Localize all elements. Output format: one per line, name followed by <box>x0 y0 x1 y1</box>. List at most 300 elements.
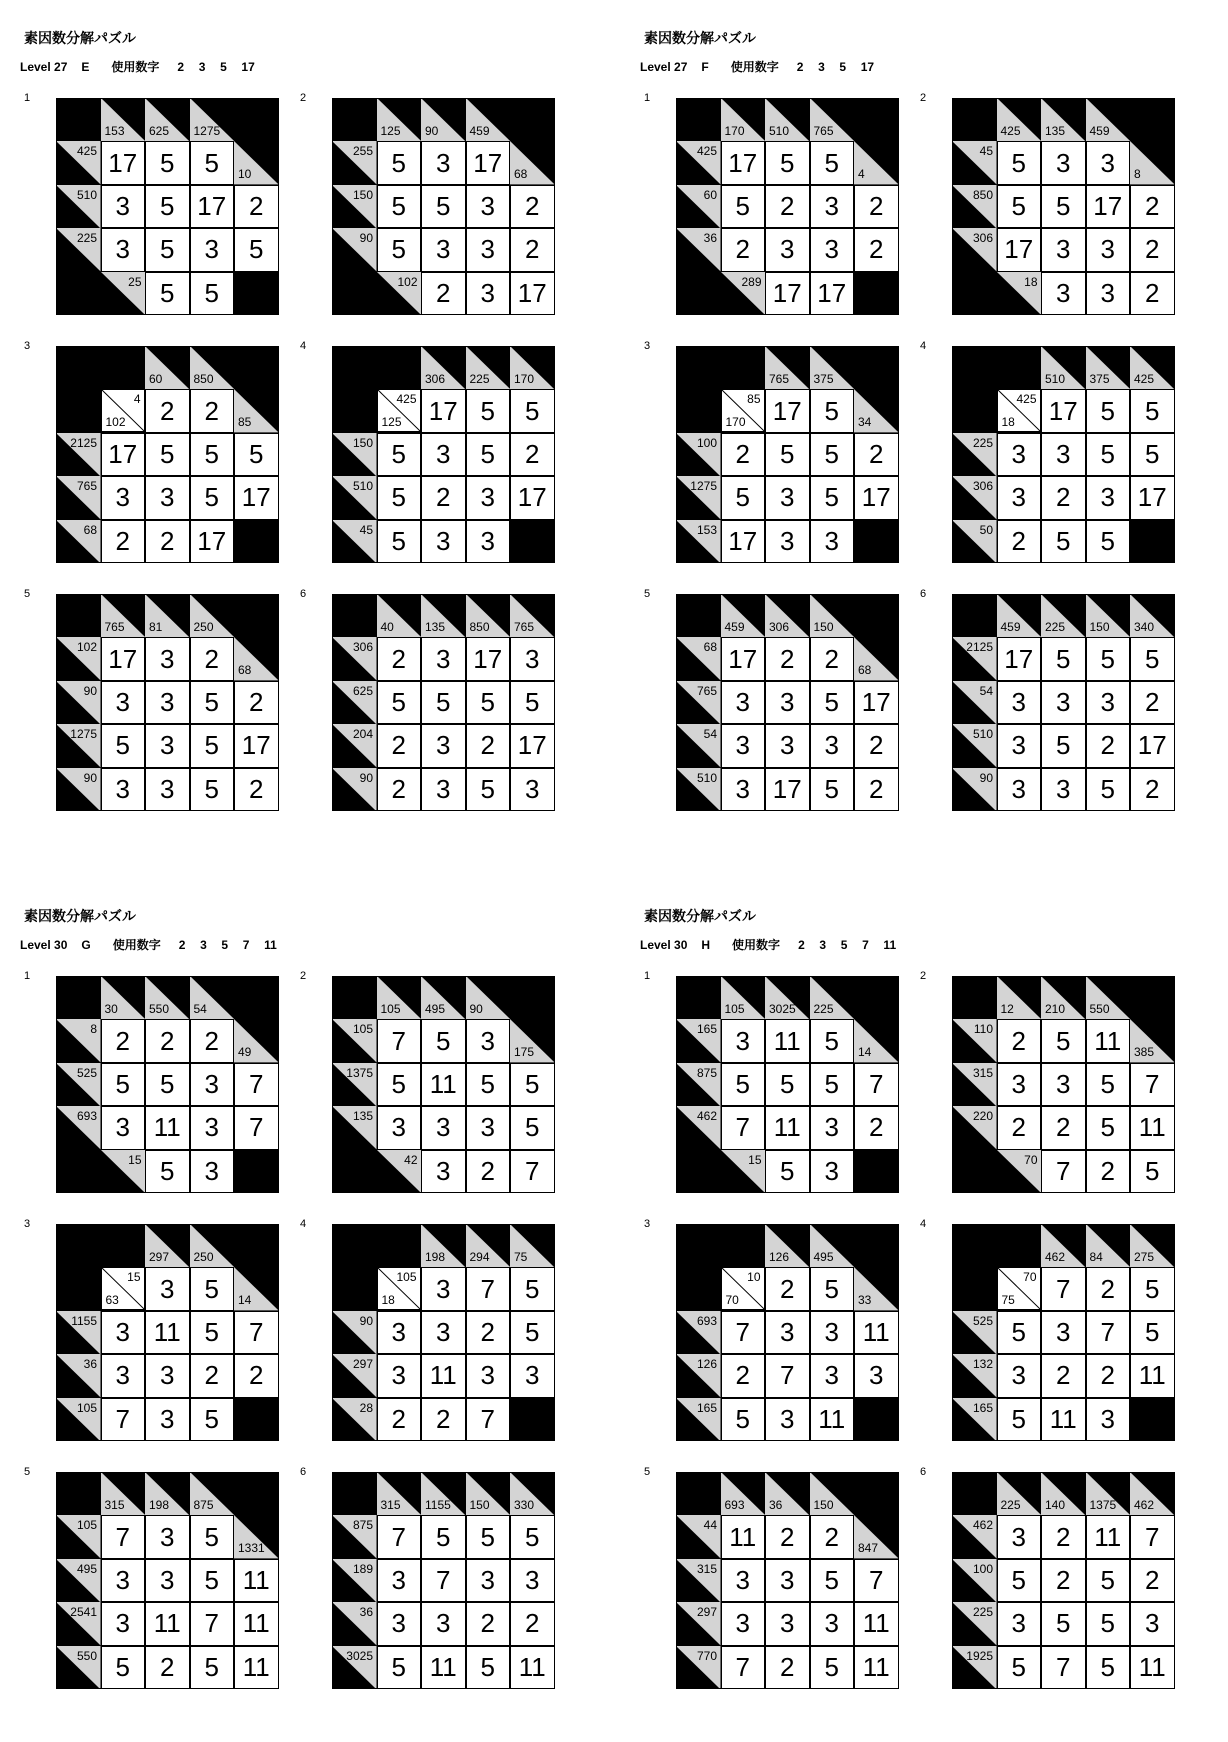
answer-cell[interactable] <box>145 1398 190 1441</box>
answer-cell[interactable] <box>510 724 555 767</box>
answer-cell[interactable] <box>510 1602 555 1645</box>
answer-cell[interactable] <box>145 520 190 563</box>
answer-cell[interactable] <box>997 1515 1042 1558</box>
answer-cell[interactable] <box>1130 1311 1175 1354</box>
answer-cell[interactable] <box>721 1602 766 1645</box>
answer-cell[interactable] <box>421 1019 466 1062</box>
answer-cell[interactable] <box>1130 1063 1175 1106</box>
answer-cell[interactable] <box>190 272 235 315</box>
answer-cell[interactable] <box>854 1354 899 1397</box>
answer-cell[interactable] <box>765 1150 810 1193</box>
answer-cell[interactable] <box>721 1311 766 1354</box>
answer-cell[interactable] <box>190 1602 235 1645</box>
answer-cell[interactable] <box>810 681 855 724</box>
answer-cell[interactable] <box>1041 1602 1086 1645</box>
answer-cell[interactable] <box>190 1267 235 1310</box>
answer-cell[interactable] <box>190 185 235 228</box>
answer-cell[interactable] <box>1086 433 1131 476</box>
answer-cell[interactable] <box>810 1602 855 1645</box>
answer-cell[interactable] <box>510 768 555 811</box>
answer-cell[interactable] <box>421 1646 466 1689</box>
answer-cell[interactable] <box>997 768 1042 811</box>
answer-cell[interactable] <box>421 141 466 184</box>
answer-cell[interactable] <box>810 1559 855 1602</box>
answer-cell[interactable] <box>421 1267 466 1310</box>
answer-cell[interactable] <box>101 1515 146 1558</box>
answer-cell[interactable] <box>1086 1063 1131 1106</box>
answer-cell[interactable] <box>721 1063 766 1106</box>
answer-cell[interactable] <box>1041 228 1086 271</box>
answer-cell[interactable] <box>466 1106 511 1149</box>
answer-cell[interactable] <box>721 185 766 228</box>
answer-cell[interactable] <box>1086 272 1131 315</box>
answer-cell[interactable] <box>1041 185 1086 228</box>
answer-cell[interactable] <box>997 228 1042 271</box>
answer-cell[interactable] <box>145 476 190 519</box>
answer-cell[interactable] <box>765 1354 810 1397</box>
answer-cell[interactable] <box>466 1646 511 1689</box>
answer-cell[interactable] <box>421 1311 466 1354</box>
answer-cell[interactable] <box>1086 637 1131 680</box>
answer-cell[interactable] <box>997 1063 1042 1106</box>
answer-cell[interactable] <box>377 141 422 184</box>
answer-cell[interactable] <box>101 1019 146 1062</box>
answer-cell[interactable] <box>1086 141 1131 184</box>
answer-cell[interactable] <box>1130 185 1175 228</box>
answer-cell[interactable] <box>377 1398 422 1441</box>
answer-cell[interactable] <box>721 724 766 767</box>
answer-cell[interactable] <box>421 389 466 432</box>
answer-cell[interactable] <box>421 724 466 767</box>
answer-cell[interactable] <box>466 185 511 228</box>
answer-cell[interactable] <box>1130 228 1175 271</box>
answer-cell[interactable] <box>765 141 810 184</box>
answer-cell[interactable] <box>421 637 466 680</box>
answer-cell[interactable] <box>101 768 146 811</box>
answer-cell[interactable] <box>510 1646 555 1689</box>
answer-cell[interactable] <box>421 185 466 228</box>
answer-cell[interactable] <box>510 476 555 519</box>
answer-cell[interactable] <box>510 1515 555 1558</box>
answer-cell[interactable] <box>1041 1106 1086 1149</box>
answer-cell[interactable] <box>721 1398 766 1441</box>
answer-cell[interactable] <box>145 185 190 228</box>
answer-cell[interactable] <box>721 1019 766 1062</box>
answer-cell[interactable] <box>466 476 511 519</box>
answer-cell[interactable] <box>810 476 855 519</box>
answer-cell[interactable] <box>377 637 422 680</box>
answer-cell[interactable] <box>101 1106 146 1149</box>
answer-cell[interactable] <box>1041 1398 1086 1441</box>
answer-cell[interactable] <box>1130 1559 1175 1602</box>
answer-cell[interactable] <box>721 228 766 271</box>
answer-cell[interactable] <box>190 1063 235 1106</box>
answer-cell[interactable] <box>1086 1646 1131 1689</box>
answer-cell[interactable] <box>765 1311 810 1354</box>
answer-cell[interactable] <box>810 768 855 811</box>
answer-cell[interactable] <box>1130 272 1175 315</box>
answer-cell[interactable] <box>466 681 511 724</box>
answer-cell[interactable] <box>101 1559 146 1602</box>
answer-cell[interactable] <box>810 1354 855 1397</box>
answer-cell[interactable] <box>854 724 899 767</box>
answer-cell[interactable] <box>997 1646 1042 1689</box>
answer-cell[interactable] <box>854 228 899 271</box>
answer-cell[interactable] <box>810 1019 855 1062</box>
answer-cell[interactable] <box>1130 1354 1175 1397</box>
answer-cell[interactable] <box>854 1646 899 1689</box>
answer-cell[interactable] <box>377 681 422 724</box>
answer-cell[interactable] <box>810 724 855 767</box>
answer-cell[interactable] <box>721 1106 766 1149</box>
answer-cell[interactable] <box>377 1602 422 1645</box>
answer-cell[interactable] <box>854 433 899 476</box>
answer-cell[interactable] <box>765 228 810 271</box>
answer-cell[interactable] <box>234 433 279 476</box>
answer-cell[interactable] <box>377 1354 422 1397</box>
answer-cell[interactable] <box>145 1311 190 1354</box>
answer-cell[interactable] <box>145 141 190 184</box>
answer-cell[interactable] <box>510 1106 555 1149</box>
answer-cell[interactable] <box>510 185 555 228</box>
answer-cell[interactable] <box>101 681 146 724</box>
answer-cell[interactable] <box>854 1311 899 1354</box>
answer-cell[interactable] <box>421 1559 466 1602</box>
answer-cell[interactable] <box>377 1063 422 1106</box>
answer-cell[interactable] <box>510 1150 555 1193</box>
answer-cell[interactable] <box>421 520 466 563</box>
answer-cell[interactable] <box>997 1354 1042 1397</box>
answer-cell[interactable] <box>190 637 235 680</box>
answer-cell[interactable] <box>145 681 190 724</box>
answer-cell[interactable] <box>765 520 810 563</box>
answer-cell[interactable] <box>1086 1515 1131 1558</box>
answer-cell[interactable] <box>1130 433 1175 476</box>
answer-cell[interactable] <box>145 1515 190 1558</box>
answer-cell[interactable] <box>1041 1063 1086 1106</box>
answer-cell[interactable] <box>421 681 466 724</box>
answer-cell[interactable] <box>810 389 855 432</box>
answer-cell[interactable] <box>510 389 555 432</box>
answer-cell[interactable] <box>1041 433 1086 476</box>
answer-cell[interactable] <box>765 185 810 228</box>
answer-cell[interactable] <box>1086 681 1131 724</box>
answer-cell[interactable] <box>145 389 190 432</box>
answer-cell[interactable] <box>234 681 279 724</box>
answer-cell[interactable] <box>1041 724 1086 767</box>
answer-cell[interactable] <box>810 1398 855 1441</box>
answer-cell[interactable] <box>421 1602 466 1645</box>
answer-cell[interactable] <box>721 1559 766 1602</box>
answer-cell[interactable] <box>466 1515 511 1558</box>
answer-cell[interactable] <box>190 1354 235 1397</box>
answer-cell[interactable] <box>997 433 1042 476</box>
answer-cell[interactable] <box>997 185 1042 228</box>
answer-cell[interactable] <box>145 1063 190 1106</box>
answer-cell[interactable] <box>145 1267 190 1310</box>
answer-cell[interactable] <box>1130 1646 1175 1689</box>
answer-cell[interactable] <box>145 1646 190 1689</box>
answer-cell[interactable] <box>466 1267 511 1310</box>
answer-cell[interactable] <box>810 433 855 476</box>
answer-cell[interactable] <box>765 1646 810 1689</box>
answer-cell[interactable] <box>1041 1311 1086 1354</box>
answer-cell[interactable] <box>721 1646 766 1689</box>
answer-cell[interactable] <box>377 1646 422 1689</box>
answer-cell[interactable] <box>765 1267 810 1310</box>
answer-cell[interactable] <box>1086 1267 1131 1310</box>
answer-cell[interactable] <box>854 1602 899 1645</box>
answer-cell[interactable] <box>810 141 855 184</box>
answer-cell[interactable] <box>810 272 855 315</box>
answer-cell[interactable] <box>810 1150 855 1193</box>
answer-cell[interactable] <box>1041 637 1086 680</box>
answer-cell[interactable] <box>466 1398 511 1441</box>
answer-cell[interactable] <box>997 1559 1042 1602</box>
answer-cell[interactable] <box>854 476 899 519</box>
answer-cell[interactable] <box>854 1063 899 1106</box>
answer-cell[interactable] <box>377 1559 422 1602</box>
answer-cell[interactable] <box>101 1063 146 1106</box>
answer-cell[interactable] <box>101 1311 146 1354</box>
answer-cell[interactable] <box>101 1646 146 1689</box>
answer-cell[interactable] <box>466 433 511 476</box>
answer-cell[interactable] <box>101 1354 146 1397</box>
answer-cell[interactable] <box>997 520 1042 563</box>
answer-cell[interactable] <box>190 681 235 724</box>
answer-cell[interactable] <box>190 1646 235 1689</box>
answer-cell[interactable] <box>421 1354 466 1397</box>
answer-cell[interactable] <box>190 1150 235 1193</box>
answer-cell[interactable] <box>1086 1559 1131 1602</box>
answer-cell[interactable] <box>765 637 810 680</box>
answer-cell[interactable] <box>101 1602 146 1645</box>
answer-cell[interactable] <box>190 141 235 184</box>
answer-cell[interactable] <box>145 272 190 315</box>
answer-cell[interactable] <box>1130 1267 1175 1310</box>
answer-cell[interactable] <box>145 1150 190 1193</box>
answer-cell[interactable] <box>765 1019 810 1062</box>
answer-cell[interactable] <box>721 476 766 519</box>
answer-cell[interactable] <box>1086 520 1131 563</box>
answer-cell[interactable] <box>1086 185 1131 228</box>
answer-cell[interactable] <box>234 1063 279 1106</box>
answer-cell[interactable] <box>466 1019 511 1062</box>
answer-cell[interactable] <box>810 1311 855 1354</box>
answer-cell[interactable] <box>1130 1150 1175 1193</box>
answer-cell[interactable] <box>421 1063 466 1106</box>
answer-cell[interactable] <box>377 228 422 271</box>
answer-cell[interactable] <box>377 1515 422 1558</box>
answer-cell[interactable] <box>810 1106 855 1149</box>
answer-cell[interactable] <box>190 520 235 563</box>
answer-cell[interactable] <box>234 185 279 228</box>
answer-cell[interactable] <box>765 724 810 767</box>
answer-cell[interactable] <box>810 1267 855 1310</box>
answer-cell[interactable] <box>997 1106 1042 1149</box>
answer-cell[interactable] <box>1041 1150 1086 1193</box>
answer-cell[interactable] <box>421 433 466 476</box>
answer-cell[interactable] <box>1041 272 1086 315</box>
answer-cell[interactable] <box>1086 389 1131 432</box>
answer-cell[interactable] <box>765 1559 810 1602</box>
answer-cell[interactable] <box>765 1398 810 1441</box>
answer-cell[interactable] <box>234 1106 279 1149</box>
answer-cell[interactable] <box>1086 1602 1131 1645</box>
answer-cell[interactable] <box>101 520 146 563</box>
answer-cell[interactable] <box>466 389 511 432</box>
answer-cell[interactable] <box>421 768 466 811</box>
answer-cell[interactable] <box>765 768 810 811</box>
answer-cell[interactable] <box>1086 228 1131 271</box>
answer-cell[interactable] <box>1041 1354 1086 1397</box>
answer-cell[interactable] <box>145 1106 190 1149</box>
answer-cell[interactable] <box>997 476 1042 519</box>
answer-cell[interactable] <box>190 228 235 271</box>
answer-cell[interactable] <box>1130 476 1175 519</box>
answer-cell[interactable] <box>765 1063 810 1106</box>
answer-cell[interactable] <box>510 681 555 724</box>
answer-cell[interactable] <box>377 433 422 476</box>
answer-cell[interactable] <box>510 1559 555 1602</box>
answer-cell[interactable] <box>190 1019 235 1062</box>
answer-cell[interactable] <box>721 141 766 184</box>
answer-cell[interactable] <box>101 228 146 271</box>
answer-cell[interactable] <box>101 476 146 519</box>
answer-cell[interactable] <box>510 433 555 476</box>
answer-cell[interactable] <box>466 637 511 680</box>
answer-cell[interactable] <box>510 1354 555 1397</box>
answer-cell[interactable] <box>1130 724 1175 767</box>
answer-cell[interactable] <box>721 681 766 724</box>
answer-cell[interactable] <box>421 272 466 315</box>
answer-cell[interactable] <box>1130 1515 1175 1558</box>
answer-cell[interactable] <box>466 1602 511 1645</box>
answer-cell[interactable] <box>421 1398 466 1441</box>
answer-cell[interactable] <box>1086 1311 1131 1354</box>
answer-cell[interactable] <box>101 141 146 184</box>
answer-cell[interactable] <box>466 724 511 767</box>
answer-cell[interactable] <box>190 476 235 519</box>
answer-cell[interactable] <box>145 1354 190 1397</box>
answer-cell[interactable] <box>721 1515 766 1558</box>
answer-cell[interactable] <box>1086 476 1131 519</box>
answer-cell[interactable] <box>421 476 466 519</box>
answer-cell[interactable] <box>145 1559 190 1602</box>
answer-cell[interactable] <box>1041 1019 1086 1062</box>
answer-cell[interactable] <box>421 1106 466 1149</box>
answer-cell[interactable] <box>997 681 1042 724</box>
answer-cell[interactable] <box>997 1398 1042 1441</box>
answer-cell[interactable] <box>190 433 235 476</box>
answer-cell[interactable] <box>765 681 810 724</box>
answer-cell[interactable] <box>190 389 235 432</box>
answer-cell[interactable] <box>145 1602 190 1645</box>
answer-cell[interactable] <box>765 476 810 519</box>
answer-cell[interactable] <box>997 724 1042 767</box>
answer-cell[interactable] <box>810 1515 855 1558</box>
answer-cell[interactable] <box>1041 1515 1086 1558</box>
answer-cell[interactable] <box>1086 1398 1131 1441</box>
answer-cell[interactable] <box>1130 389 1175 432</box>
answer-cell[interactable] <box>765 389 810 432</box>
answer-cell[interactable] <box>190 1311 235 1354</box>
answer-cell[interactable] <box>1041 1267 1086 1310</box>
answer-cell[interactable] <box>1041 1559 1086 1602</box>
answer-cell[interactable] <box>145 1019 190 1062</box>
answer-cell[interactable] <box>377 1106 422 1149</box>
answer-cell[interactable] <box>145 637 190 680</box>
answer-cell[interactable] <box>765 272 810 315</box>
answer-cell[interactable] <box>101 637 146 680</box>
answer-cell[interactable] <box>377 1311 422 1354</box>
answer-cell[interactable] <box>854 185 899 228</box>
answer-cell[interactable] <box>466 1354 511 1397</box>
answer-cell[interactable] <box>1041 389 1086 432</box>
answer-cell[interactable] <box>1041 141 1086 184</box>
answer-cell[interactable] <box>1041 520 1086 563</box>
answer-cell[interactable] <box>1086 1354 1131 1397</box>
answer-cell[interactable] <box>466 1063 511 1106</box>
answer-cell[interactable] <box>854 681 899 724</box>
answer-cell[interactable] <box>190 1559 235 1602</box>
answer-cell[interactable] <box>510 272 555 315</box>
answer-cell[interactable] <box>997 1019 1042 1062</box>
answer-cell[interactable] <box>190 724 235 767</box>
answer-cell[interactable] <box>810 228 855 271</box>
answer-cell[interactable] <box>1086 768 1131 811</box>
answer-cell[interactable] <box>765 1602 810 1645</box>
answer-cell[interactable] <box>466 520 511 563</box>
answer-cell[interactable] <box>145 724 190 767</box>
answer-cell[interactable] <box>854 1106 899 1149</box>
answer-cell[interactable] <box>810 520 855 563</box>
answer-cell[interactable] <box>101 1398 146 1441</box>
answer-cell[interactable] <box>466 768 511 811</box>
answer-cell[interactable] <box>145 228 190 271</box>
answer-cell[interactable] <box>101 185 146 228</box>
answer-cell[interactable] <box>145 768 190 811</box>
answer-cell[interactable] <box>1130 1602 1175 1645</box>
answer-cell[interactable] <box>421 1515 466 1558</box>
answer-cell[interactable] <box>997 141 1042 184</box>
answer-cell[interactable] <box>765 433 810 476</box>
answer-cell[interactable] <box>234 476 279 519</box>
answer-cell[interactable] <box>421 228 466 271</box>
answer-cell[interactable] <box>101 433 146 476</box>
answer-cell[interactable] <box>1130 768 1175 811</box>
answer-cell[interactable] <box>721 637 766 680</box>
answer-cell[interactable] <box>466 272 511 315</box>
answer-cell[interactable] <box>997 1602 1042 1645</box>
answer-cell[interactable] <box>234 1646 279 1689</box>
answer-cell[interactable] <box>997 1311 1042 1354</box>
answer-cell[interactable] <box>466 1150 511 1193</box>
answer-cell[interactable] <box>190 768 235 811</box>
answer-cell[interactable] <box>810 1063 855 1106</box>
answer-cell[interactable] <box>466 1311 511 1354</box>
answer-cell[interactable] <box>466 1559 511 1602</box>
answer-cell[interactable] <box>234 228 279 271</box>
answer-cell[interactable] <box>1041 681 1086 724</box>
answer-cell[interactable] <box>721 520 766 563</box>
answer-cell[interactable] <box>234 724 279 767</box>
answer-cell[interactable] <box>377 768 422 811</box>
answer-cell[interactable] <box>234 1559 279 1602</box>
answer-cell[interactable] <box>1086 724 1131 767</box>
answer-cell[interactable] <box>377 724 422 767</box>
answer-cell[interactable] <box>854 1559 899 1602</box>
